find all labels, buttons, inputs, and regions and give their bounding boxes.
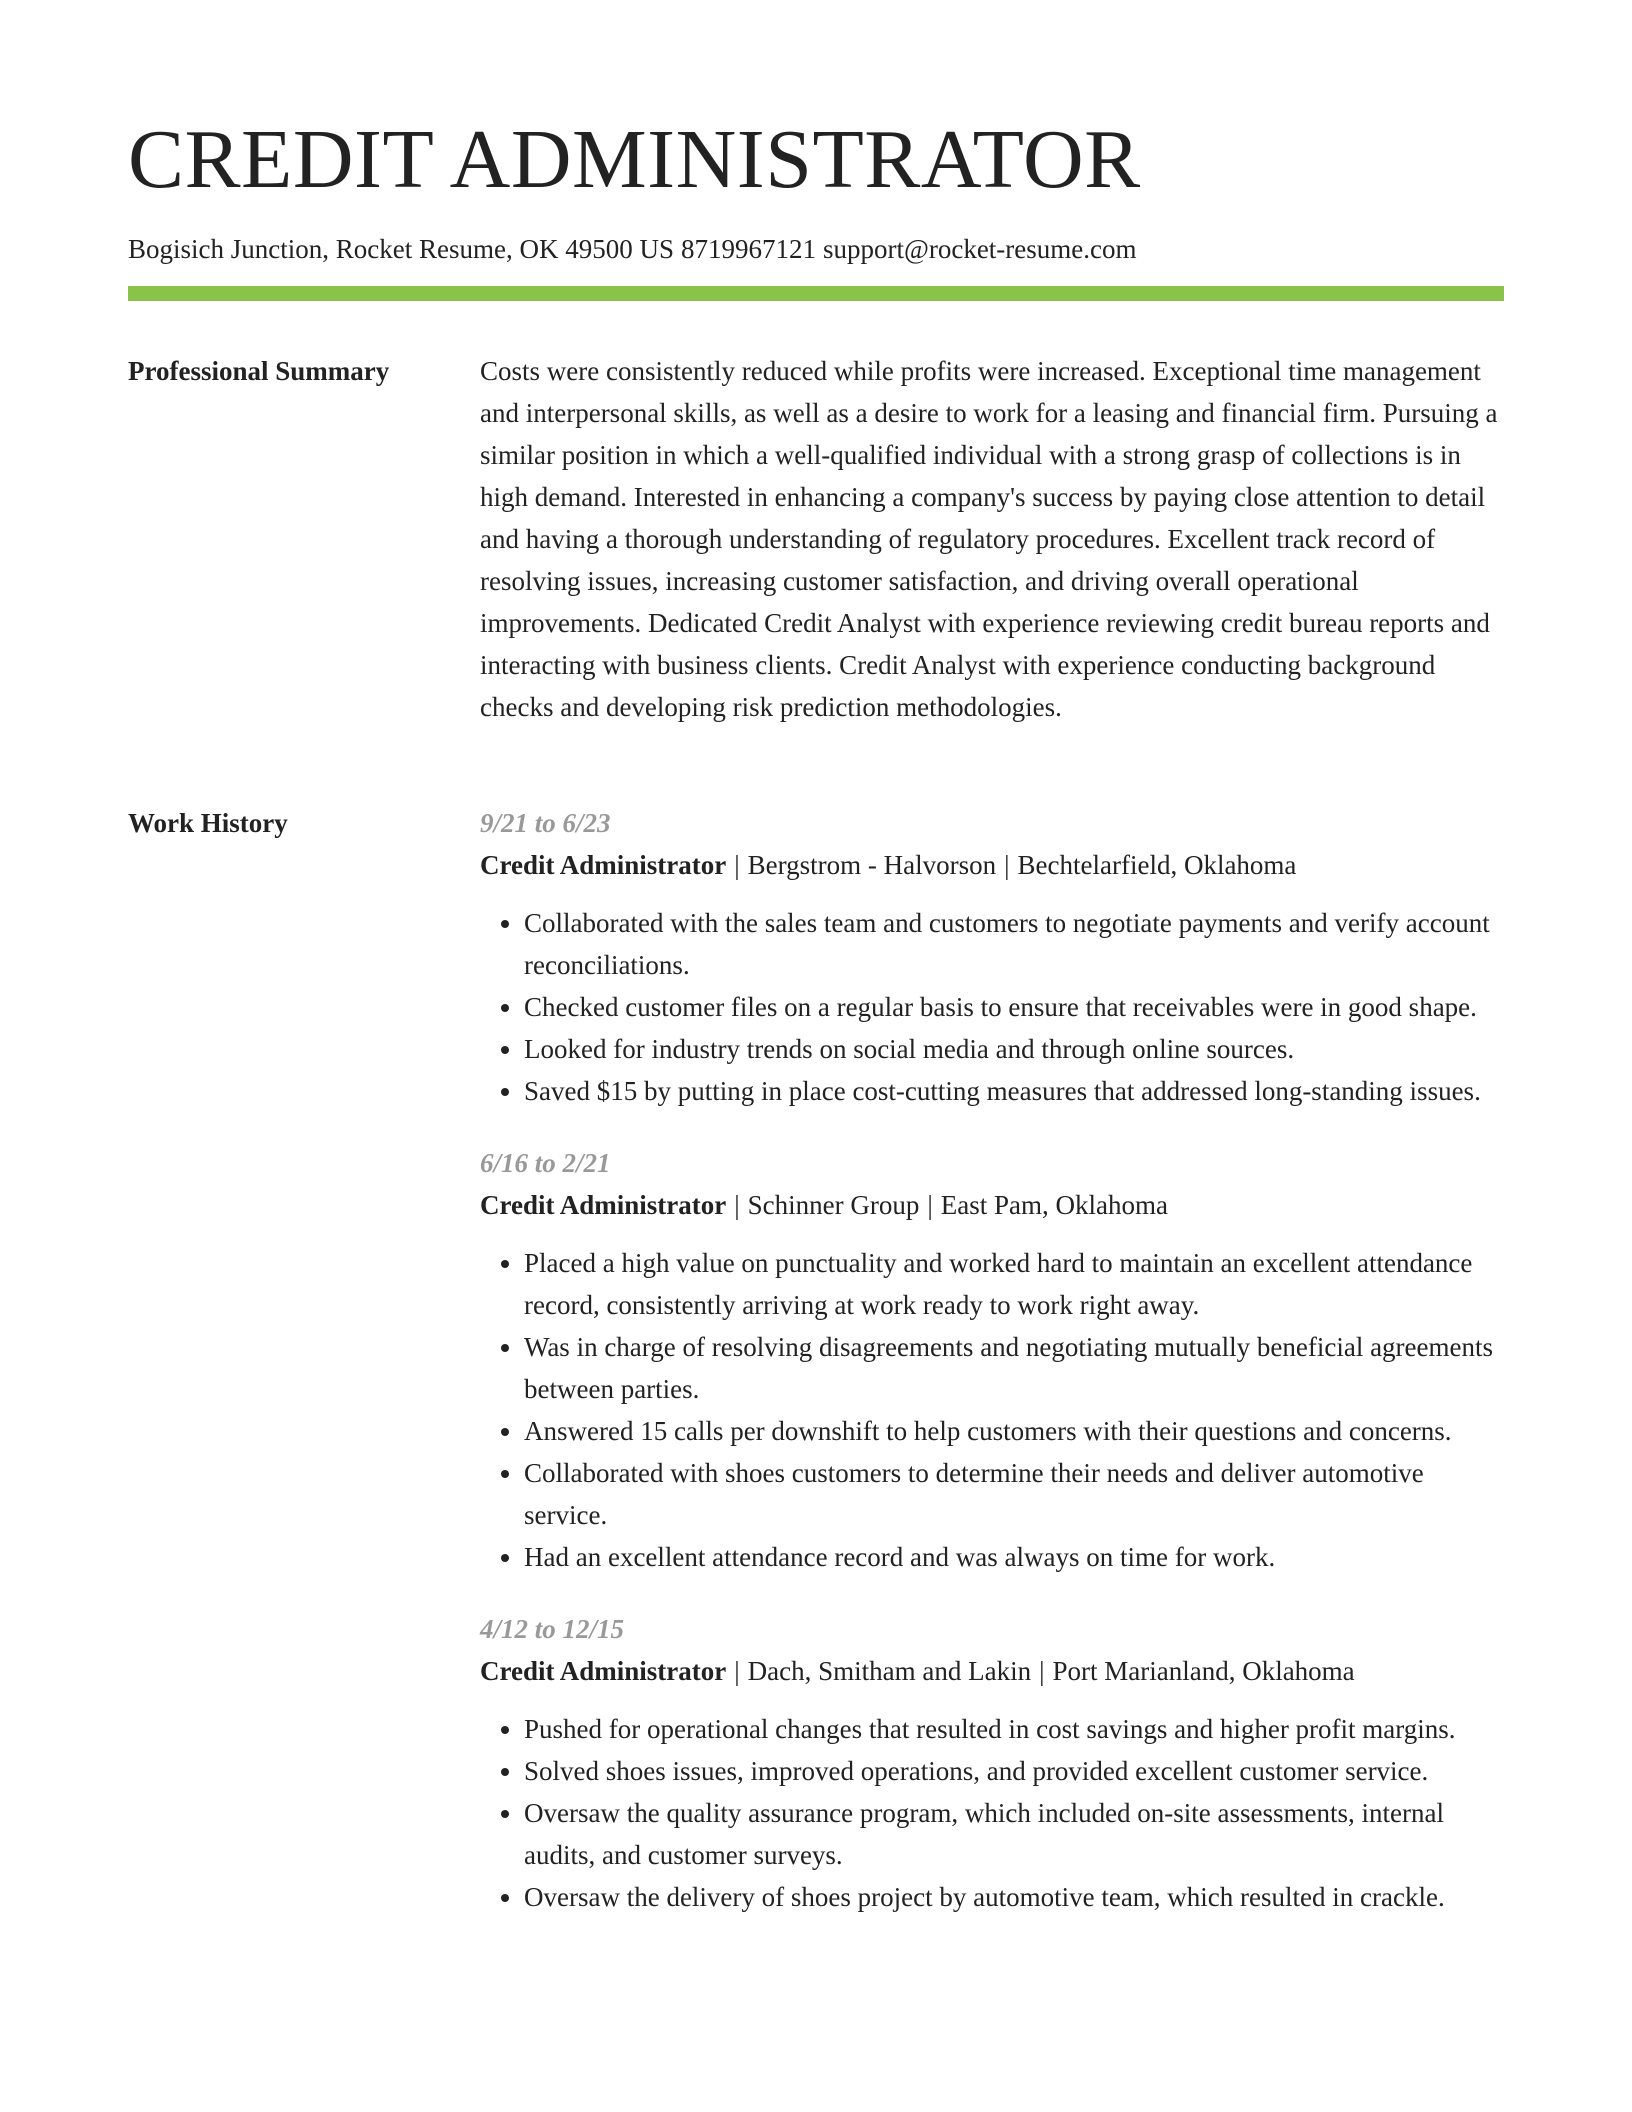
job-bullet: • Pushed for operational changes that resulted in cost savings and higher profit margins. xyxy=(524,1708,1504,1750)
job-bullet-list xyxy=(480,1242,1504,1578)
job-heading xyxy=(480,1184,1504,1226)
job-title: Credit Administrator xyxy=(480,1656,727,1686)
job-bullet: • Looked for industry trends on social media and through online sources. xyxy=(524,1028,1504,1070)
job-bullet: • Had an excellent attendance record and was always on time for work. xyxy=(524,1536,1504,1578)
summary-text: Costs were consistently reduced while profits were increased. Exceptional time management and interpersonal skills, as well as a desire to work for a leasing and financial firm. Pursuing a similar position in which a well-qualified individual with a strong grasp of collections is in high demand. Interested in enhancing a company's success by paying close attention to detail and having a thorough understanding of regulatory procedures. Excellent track record of resolving issues, increasing customer satisfaction, and driving overall operational improvements. Dedicated Credit Analyst with experience reviewing credit bureau reports and interacting with business clients. Credit Analyst with experience conducting background checks and developing risk prediction methodologies. xyxy=(480,356,1498,722)
job-company: Dach, Smitham and Lakin xyxy=(747,1656,1032,1686)
job-entry xyxy=(480,1142,1504,1578)
job-dates: 4/12 to 12/15 xyxy=(480,1614,625,1644)
job-bullet: • Oversaw the quality assurance program, which included on-site assessments, internal audits, and customer surveys. xyxy=(524,1792,1504,1876)
contact-phone: 8719967121 xyxy=(680,234,816,264)
contact-email: support@rocket-resume.com xyxy=(822,234,1137,264)
job-bullet: • Answered 15 calls per downshift to help customers with their questions and concerns. xyxy=(524,1410,1504,1452)
job-company: Schinner Group xyxy=(747,1190,920,1220)
job-bullet: • Checked customer files on a regular basis to ensure that receivables were in good shape. xyxy=(524,986,1504,1028)
job-separator: | xyxy=(1004,850,1010,880)
job-location: Port Marianland, Oklahoma xyxy=(1052,1656,1355,1686)
summary-body xyxy=(480,350,1504,728)
contact-line xyxy=(128,232,1137,266)
job-title: Credit Administrator xyxy=(480,850,727,880)
job-company: Bergstrom - Halvorson xyxy=(747,850,997,880)
job-bullet: • Solved shoes issues, improved operations, and provided excellent customer service. xyxy=(524,1750,1504,1792)
job-dates: 6/16 to 2/21 xyxy=(480,1148,611,1178)
job-entry xyxy=(480,1608,1504,1918)
summary-section-label: Professional Summary xyxy=(128,356,390,386)
job-separator: | xyxy=(927,1190,933,1220)
contact-address: Bogisich Junction, Rocket Resume, OK 49500 US xyxy=(128,234,674,264)
job-bullet: • Oversaw the delivery of shoes project by automotive team, which resulted in crackle. xyxy=(524,1876,1504,1918)
job-location: East Pam, Oklahoma xyxy=(940,1190,1168,1220)
job-bullet: • Was in charge of resolving disagreements and negotiating mutually beneficial agreements between parties. xyxy=(524,1326,1504,1410)
job-bullet: • Collaborated with the sales team and customers to negotiate payments and verify account reconciliations. xyxy=(524,902,1504,986)
job-bullet: • Saved $15 by putting in place cost-cutting measures that addressed long-standing issues. xyxy=(524,1070,1504,1112)
job-separator: | xyxy=(734,850,740,880)
job-bullet: • Collaborated with shoes customers to determine their needs and deliver automotive service. xyxy=(524,1452,1504,1536)
job-bullet: • Placed a high value on punctuality and worked hard to maintain an excellent attendance record, consistently arriving at work ready to work right away. xyxy=(524,1242,1504,1326)
job-bullet-list xyxy=(480,902,1504,1112)
job-heading xyxy=(480,1650,1504,1692)
job-entry xyxy=(480,802,1504,1112)
job-title: Credit Administrator xyxy=(480,1190,727,1220)
job-heading xyxy=(480,844,1504,886)
work-history-section-label: Work History xyxy=(128,808,288,838)
job-bullet-list xyxy=(480,1708,1504,1918)
work-history-body xyxy=(480,802,1504,1948)
job-location: Bechtelarfield, Oklahoma xyxy=(1017,850,1297,880)
accent-divider xyxy=(128,286,1504,301)
job-separator: | xyxy=(1039,1656,1045,1686)
job-dates: 9/21 to 6/23 xyxy=(480,808,611,838)
job-separator: | xyxy=(734,1190,740,1220)
job-separator: | xyxy=(734,1656,740,1686)
resume-name-heading: CREDIT ADMINISTRATOR xyxy=(128,113,1141,206)
